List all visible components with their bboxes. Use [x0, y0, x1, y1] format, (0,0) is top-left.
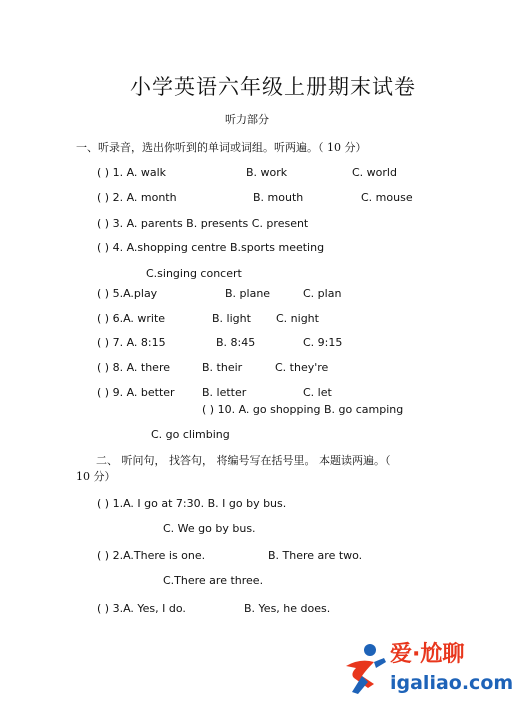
p2-q1-option-c: C. We go by bus. — [163, 522, 256, 535]
running-figure-icon — [340, 640, 388, 700]
part2-heading: 二、 听问句， 找答句， 将编号写在括号里。 本题读两遍。（ — [96, 454, 391, 467]
q6-option-c: C. night — [276, 312, 319, 325]
q2-option-a: ( ) 2. A. month — [97, 191, 177, 204]
p2-q3-option-a: ( ) 3.A. Yes, I do. — [97, 602, 186, 615]
q8-option-c: C. they're — [275, 361, 329, 374]
q2-option-c: C. mouse — [361, 191, 413, 204]
q6-option-a: ( ) 6.A. write — [97, 312, 166, 325]
part2-heading-cont: 10 分） — [76, 470, 116, 483]
q4-line: ( ) 4. A.shopping centre B.sports meeting — [97, 241, 325, 254]
q5-option-c: C. plan — [303, 287, 342, 300]
p2-q3-option-b: B. Yes, he does. — [244, 602, 331, 615]
page-title: 小学英语六年级上册期末试卷 — [130, 75, 416, 99]
q7-option-b: B. 8:45 — [216, 336, 256, 349]
q8-option-a: ( ) 8. A. there — [97, 361, 170, 374]
section-label: 听力部分 — [225, 113, 269, 126]
q4-option-c: C.singing concert — [146, 267, 242, 280]
q9-option-b: B. letter — [202, 386, 247, 399]
q1-option-c: C. world — [352, 166, 397, 179]
p2-q2-option-a: ( ) 2.A.There is one. — [97, 549, 206, 562]
q2-option-b: B. mouth — [253, 191, 304, 204]
part1-heading: 一、听录音，选出你听到的单词或词组。听两遍。（ 10 分） — [76, 141, 367, 154]
q8-option-b: B. their — [202, 361, 243, 374]
q10-option-c: C. go climbing — [151, 428, 230, 441]
watermark-url: igaliao.com — [390, 672, 513, 694]
q1-option-a: ( ) 1. A. walk — [97, 166, 167, 179]
q6-option-b: B. light — [212, 312, 251, 325]
q9-option-a: ( ) 9. A. better — [97, 386, 175, 399]
q5-option-a: ( ) 5.A.play — [97, 287, 158, 300]
q1-option-b: B. work — [246, 166, 288, 179]
q5-option-b: B. plane — [225, 287, 271, 300]
p2-q1-line: ( ) 1.A. I go at 7:30. B. I go by bus. — [97, 497, 287, 510]
q3-line: ( ) 3. A. parents B. presents C. present — [97, 217, 309, 230]
q9-option-c: C. let — [303, 386, 332, 399]
p2-q2-option-c: C.There are three. — [163, 574, 264, 587]
igaliao-watermark-logo — [340, 640, 513, 702]
p2-q2-option-b: B. There are two. — [268, 549, 363, 562]
q7-option-a: ( ) 7. A. 8:15 — [97, 336, 166, 349]
watermark-text: 爱·尬聊 — [390, 642, 465, 667]
q7-option-c: C. 9:15 — [303, 336, 343, 349]
q10-line: ( ) 10. A. go shopping B. go camping — [202, 403, 404, 416]
